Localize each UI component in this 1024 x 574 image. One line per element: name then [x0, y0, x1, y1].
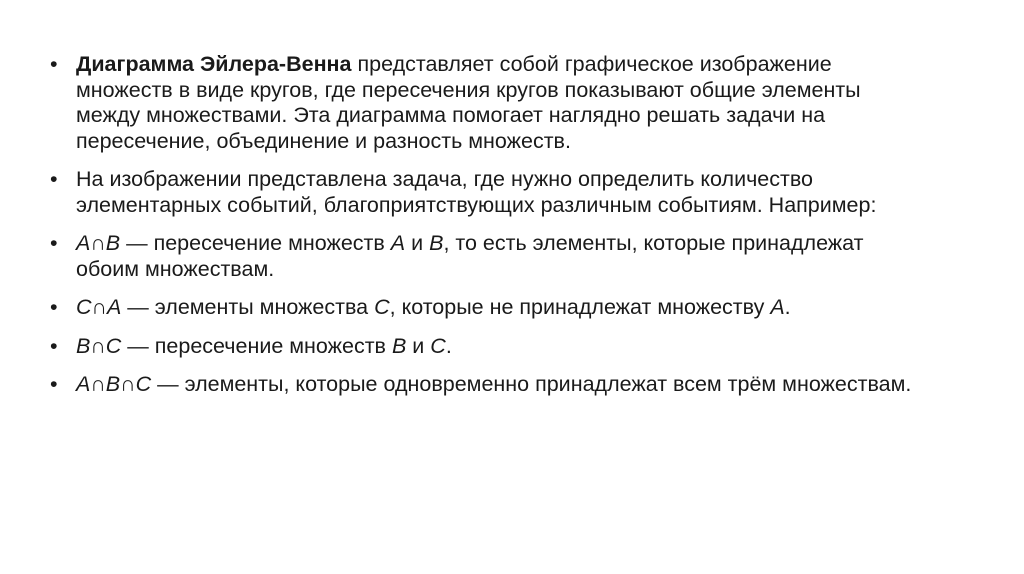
set-variable: C — [374, 295, 390, 319]
bullet-text: — элементы множества — [121, 295, 375, 319]
bullet-marker: • — [50, 295, 58, 319]
bullet-text: . — [784, 295, 791, 319]
bullet-text: , то есть элементы, которые принадлежат обоим множествам. — [76, 231, 864, 281]
bullet-text: представляет собой графическое изображение множеств в виде кругов, где пересечения кругов показывают общие элементы между множествами. Эта диаграмма помогает наглядно решать задачи на пересечение, объединение и разность множеств. — [76, 52, 861, 153]
set-expression: C∩A — [76, 295, 122, 319]
bullet-item-a-intersect-b-intersect-c — [50, 372, 930, 398]
set-variable: B — [391, 333, 407, 358]
bullet-list — [50, 52, 930, 411]
bullet-marker: • — [50, 52, 58, 76]
set-expression: A∩B∩C — [76, 372, 152, 396]
bullet-item-c-intersect-a — [50, 295, 930, 321]
bullet-item-task-description — [50, 167, 930, 218]
bullet-marker: • — [50, 167, 58, 191]
bullet-text: — пересечение множеств — [120, 231, 391, 255]
set-variable: B — [429, 231, 444, 255]
set-variable: A — [770, 295, 785, 319]
bullet-marker: • — [50, 231, 58, 255]
bullet-text: , которые не принадлежат множеству — [389, 295, 771, 319]
bullet-text: — пересечение множеств — [121, 333, 392, 358]
bullet-text: и — [405, 231, 430, 255]
bullet-text: и — [406, 333, 431, 358]
bullet-marker: • — [50, 372, 58, 396]
set-expression: B∩C — [76, 333, 122, 358]
bullet-item-venn-definition — [50, 52, 930, 154]
bullet-item-a-intersect-b — [50, 231, 930, 282]
bullet-marker: • — [50, 333, 58, 358]
bullet-text: . — [445, 333, 452, 358]
set-variable: C — [430, 333, 446, 358]
bullet-text: — элементы, которые одновременно принадлежат всем трём множествам. — [151, 372, 912, 396]
bullet-text: На изображении представлена задача, где нужно определить количество элементарных событий, благоприятствующих различным событиям. Например: — [76, 167, 877, 217]
bold-term: Диаграмма Эйлера-Венна — [76, 52, 352, 76]
set-variable: A — [390, 231, 406, 255]
bullet-item-b-intersect-c — [50, 334, 930, 360]
set-expression: A∩B — [76, 231, 121, 255]
